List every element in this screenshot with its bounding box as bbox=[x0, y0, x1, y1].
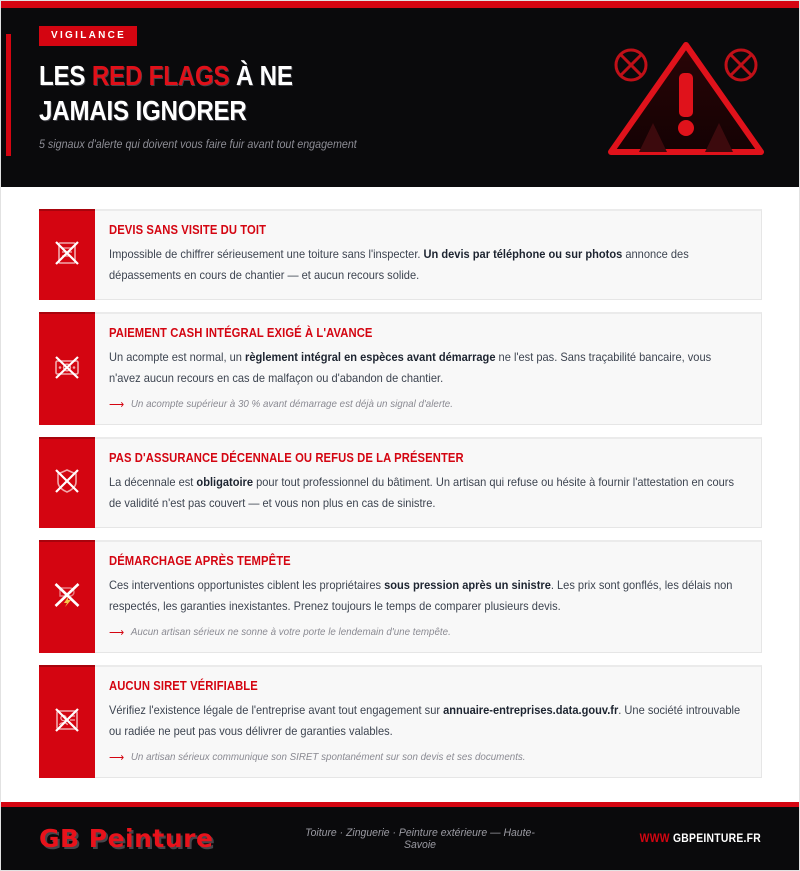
card-body bbox=[95, 314, 761, 424]
card-title: PAS D'ASSURANCE DÉCENNALE OU REFUS DE LA PRÉSENTER bbox=[109, 450, 464, 465]
list-item bbox=[39, 209, 762, 300]
card-text-emphasis: sous pression après un sinistre bbox=[384, 578, 551, 592]
header bbox=[1, 1, 799, 187]
card-text bbox=[109, 347, 745, 389]
list-item bbox=[39, 312, 762, 425]
card-title: DÉMARCHAGE APRÈS TEMPÊTE bbox=[109, 553, 291, 568]
footer-url-domain: GBPEINTURE.FR bbox=[672, 832, 761, 845]
header-accent-bar bbox=[6, 34, 11, 156]
footer-url-prefix: WWW bbox=[639, 832, 670, 845]
card-text bbox=[109, 244, 745, 286]
arrow-right-icon: ⟶ bbox=[109, 398, 125, 411]
card-tip-text: Un acompte supérieur à 30 % avant démarrage est déjà un signal d'alerte. bbox=[130, 398, 453, 410]
card-tip bbox=[109, 626, 720, 639]
arrow-right-icon: ⟶ bbox=[109, 751, 125, 764]
card-text bbox=[109, 575, 745, 617]
brand-logo: GB Peinture bbox=[39, 824, 214, 853]
card-body bbox=[95, 542, 761, 652]
crossed-out-id-icon bbox=[52, 705, 82, 740]
card-text-part: ne l'est pas. Sans traçabilité bancaire, vous n'avez aucun recours en cas de malfaçon ou d'abandon de chantier. bbox=[109, 350, 712, 385]
card-icon-bar bbox=[39, 312, 95, 425]
list-item bbox=[39, 437, 762, 528]
card-text bbox=[109, 700, 745, 742]
card-title: PAIEMENT CASH INTÉGRAL EXIGÉ À L'AVANCE bbox=[109, 325, 373, 340]
card-tip bbox=[109, 398, 720, 411]
card-text-part: Vérifiez l'existence légale de l'entreprise avant tout engagement sur bbox=[109, 703, 444, 717]
card-body bbox=[95, 667, 761, 777]
card-text-part: . Une société introuvable ou radiée ne peut pas vous délivrer de garanties valables. bbox=[109, 703, 741, 738]
card-tip bbox=[109, 751, 720, 764]
vigilance-badge: VIGILANCE bbox=[39, 26, 137, 46]
crossed-out-document-icon bbox=[52, 238, 82, 273]
card-text-part: Un acompte est normal, un bbox=[109, 350, 246, 364]
footer bbox=[1, 802, 799, 870]
card-body bbox=[95, 211, 761, 299]
card-icon-bar bbox=[39, 540, 95, 653]
card-text-part: annonce des dépassements en cours de chantier — et aucun recours solide. bbox=[109, 247, 689, 282]
title-part-pre: LES bbox=[39, 60, 92, 91]
card-text-part: . Les prix sont gonflés, les délais non respectés, les garanties inexistantes. Prenez toujours le temps de comparer plusieurs devis. bbox=[109, 578, 733, 613]
page-subtitle: 5 signaux d'alerte qui doivent vous faire fuir avant tout engagement bbox=[39, 138, 357, 151]
footer-website-url[interactable] bbox=[572, 833, 761, 845]
crossed-out-storm-icon bbox=[52, 580, 82, 615]
list-item bbox=[39, 540, 762, 653]
arrow-right-icon: ⟶ bbox=[109, 626, 125, 639]
card-icon-bar bbox=[39, 665, 95, 778]
page-title bbox=[39, 58, 693, 129]
card-title: AUCUN SIRET VÉRIFIABLE bbox=[109, 678, 258, 693]
card-body bbox=[95, 439, 761, 527]
warning-triangle-icon bbox=[601, 39, 771, 159]
card-text-part: Ces interventions opportunistes ciblent les propriétaires bbox=[109, 578, 385, 592]
top-red-bar bbox=[1, 1, 799, 8]
card-tip-text: Aucun artisan sérieux ne sonne à votre porte le lendemain d'une tempête. bbox=[130, 626, 451, 638]
crossed-out-shield-icon bbox=[52, 466, 82, 501]
title-line-2: JAMAIS IGNORER bbox=[39, 95, 247, 127]
red-flags-list bbox=[1, 187, 799, 778]
title-part-post: À NE bbox=[229, 60, 293, 91]
card-text-part: Impossible de chiffrer sérieusement une toiture sans l'inspecter. bbox=[109, 247, 424, 261]
card-text-emphasis: Un devis par téléphone ou sur photos bbox=[423, 247, 623, 261]
crossed-out-cash-icon bbox=[52, 352, 82, 387]
card-icon-bar bbox=[39, 209, 95, 300]
title-part-accent: RED FLAGS bbox=[91, 60, 230, 91]
card-tip-text: Un artisan sérieux communique son SIRET spontanément sur son devis et ses documents. bbox=[130, 751, 526, 763]
card-text-part: pour tout professionnel du bâtiment. Un artisan qui refuse ou hésite à fournir l'attestation en cours de validité n'est pas couvert — et vous non plus en cas de sinistre. bbox=[109, 475, 734, 510]
card-text-emphasis: annuaire-entreprises.data.gouv.fr bbox=[443, 703, 619, 717]
card-icon-bar bbox=[39, 437, 95, 528]
list-item bbox=[39, 665, 762, 778]
card-title: DEVIS SANS VISITE DU TOIT bbox=[109, 223, 267, 237]
card-text bbox=[109, 472, 745, 514]
card-text-part: La décennale est bbox=[109, 475, 197, 489]
card-text-emphasis: obligatoire bbox=[196, 475, 254, 489]
card-text-emphasis: règlement intégral en espèces avant démarrage bbox=[245, 350, 496, 364]
footer-tagline: Toiture · Zinguerie · Peinture extérieure — Haute-Savoie bbox=[305, 826, 535, 851]
